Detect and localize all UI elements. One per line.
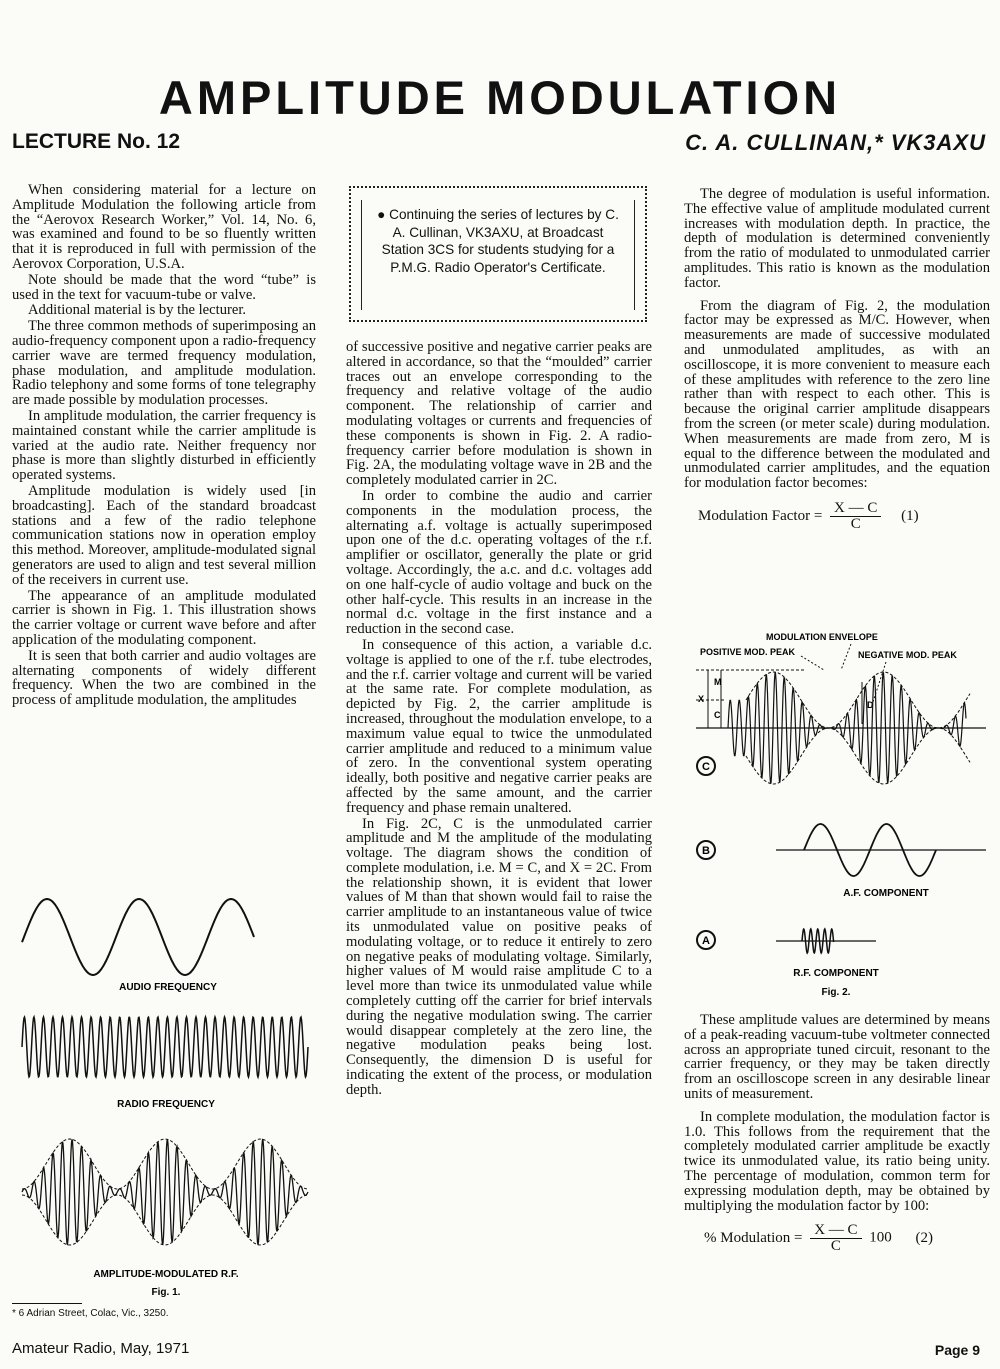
paragraph: The appearance of an amplitude modulated carrier is shown in Fig. 1. This illustration shows the carrier voltage or current wave before and after application of the modulating component.: [12, 587, 316, 648]
equation-1-lhs: Modulation Factor =: [698, 507, 823, 524]
marker-a-text: A: [702, 935, 710, 947]
marker-c-text: C: [702, 761, 710, 773]
paragraph: In amplitude modulation, the carrier frequency is maintained constant while the carrier amplitude is varied at the audio rate. Neither frequency nor phase is more than slightly disturbed in efficiently operated systems.: [12, 407, 316, 484]
author-byline: C. A. CULLINAN,* VK3AXU: [685, 130, 986, 155]
column-2: [346, 340, 652, 1099]
equation-2: [684, 1223, 990, 1254]
series-note-text: Continuing the series of lectures by C. A. Cullinan, VK3AXU, at Broadcast Station 3CS for students studying for a P.M.G. Radio Operator's Certificate.: [381, 207, 619, 275]
paragraph: These amplitude values are determined by means of a peak-reading vacuum-tube voltmeter connected across an appropriate tuned circuit, resonant to the carrier frequency, or they may be taken directly from an oscilloscope screen in any desirable linear units of measurement.: [684, 1012, 990, 1102]
am-rf-wave: [22, 1139, 308, 1244]
equation-1-numerator: X — C: [830, 501, 881, 517]
column-1: [12, 183, 316, 709]
rf-component-label: R.F. COMPONENT: [793, 968, 879, 979]
equation-1-denominator: C: [850, 515, 861, 532]
footnote: * 6 Adrian Street, Colac, Vic., 3250.: [12, 1308, 169, 1319]
x-label: X: [698, 694, 705, 704]
equation-2-denominator: C: [830, 1238, 841, 1255]
series-note-box: [349, 186, 647, 322]
c-label: C: [714, 710, 721, 720]
equation-1-fraction: [830, 501, 881, 532]
negative-mod-peak-label: NEGATIVE MOD. PEAK: [858, 650, 957, 660]
footer-page-number: Page 9: [934, 1342, 980, 1358]
paragraph: Note should be made that the word “tube” is used in the text for vacuum-tube or valve.: [12, 271, 316, 303]
positive-mod-peak-label: POSITIVE MOD. PEAK: [700, 647, 796, 657]
paragraph: The three common methods of superimposing an audio-frequency component upon a radio-frequency carrier wave are termed frequency modulation, phase modulation, and amplitude modulation. Radio telephony and some forms of tone telegraphy are made possible by modulation processes.: [12, 318, 316, 409]
equation-2-multiplier: 100: [869, 1230, 892, 1247]
equation-1-tag: (1): [901, 507, 919, 524]
fig-1-caption: Fig. 1.: [151, 1287, 181, 1298]
marker-b-text: B: [702, 845, 710, 857]
equation-2-lhs: % Modulation =: [704, 1230, 803, 1247]
equation-2-numerator: X — C: [810, 1223, 861, 1239]
paragraph: It is seen that both carrier and audio voltages are alternating components of widely different frequency. When the two are combined in the process of amplitude modulation, the amplitudes: [12, 647, 316, 709]
equation-2-tag: (2): [915, 1230, 934, 1247]
bullet: ●: [377, 207, 390, 222]
column-3: [684, 187, 990, 532]
fig-1-diagram: [14, 892, 314, 1302]
audio-frequency-label: AUDIO FREQUENCY: [119, 982, 217, 993]
paragraph: From the diagram of Fig. 2, the modulation factor may be expressed as M/C. However, when measurements are made of successive modulated and unmodulated amplitudes, as with an oscilloscope, it is more convenient to measure each of these amplitudes with reference to the zero line rather than with respect to each other. This is because the original carrier amplitude disappears from the screen (or meter scale) during modulation. When measurements are made from zero, M is equal to the difference between the modulated and unmodulated carrier amplitudes, and the equation for modulation factor becomes:: [684, 297, 990, 492]
paragraph: In complete modulation, the modulation factor is 1.0. This follows from the requirement that the completely modulated carrier amplitude be exactly twice its unmodulated value, its ratio being unity. The percentage of modulation, common term for expressing modulation depth, may be obtained by multiplying the modulation factor by 100:: [684, 1108, 990, 1214]
paragraph: In consequence of this action, a variable d.c. voltage is applied to one of the r.f. tube electrodes, and the r.f. carrier voltage and current will be varied at the same rate. For complete modulation, as depicted by Fig. 2, the carrier amplitude is increased, throughout the modulation envelope, to a maximum value equal to twice the unmodulated carrier amplitude and reduced to a minimum value of zero. In the conventional system operating ideally, both positive and negative carrier peaks are affected by the same amount, and the carrier frequency and phase remain unaltered.: [346, 636, 652, 816]
paragraph: In Fig. 2C, C is the unmodulated carrier amplitude and M the amplitude of the modulating voltage. The diagram shows the condition of complete modulation, i.e. M = C, and X = 2C. From the relationship shown, it is evident that lower values of M than that shown would fail to raise the carrier amplitude to an instantaneous value of twice its unmodulated value on positive peaks of modulating voltage, or to reduce it entirely to zero on negative peaks of modulating voltage. Similarly, higher values of M would raise amplitude C to a level more than twice its unmodulated value while completely cutting off the carrier for brief intervals during the negative modulation swing. The carrier would disappear completely at the zero line, the negative modulation peaks being lost. Consequently, the dimension D is useful for indicating the extent of the process, or modulation depth.: [346, 815, 652, 1098]
fig-2-caption: Fig. 2.: [821, 987, 851, 998]
radio-frequency-wave: [22, 1017, 308, 1077]
paragraph: In order to combine the audio and carrier components in the modulation process, the alternating a.f. voltage is actually superimposed upon one of the d.c. operating voltages of the r.f. amplifier or oscillator, generally the plate or grid voltage. Accordingly, the a.c. and d.c. voltages add on one half-cycle of audio voltage and buck on the other half-cycle. This results in an increase in the normal d.c. voltage in the first instance and a reduction in the second case.: [346, 487, 652, 638]
radio-frequency-label: RADIO FREQUENCY: [117, 1099, 215, 1110]
equation-1: [684, 501, 990, 532]
column-3-continued: [684, 1013, 990, 1254]
equation-2-fraction: [810, 1223, 861, 1254]
paragraph: The degree of modulation is useful information. The effective value of amplitude modulated current increases with modulation depth. In practice, the depth of modulation is determined conveniently from the ratio of modulated to unmodulated carrier amplitudes. This ratio is known as the modulation factor.: [684, 186, 990, 291]
fig-2-diagram: [686, 628, 992, 1000]
paragraph: Amplitude modulation is widely used [in broadcasting]. Each of the standard broadcast stations and a few of the radio telephone communication stations now in operation employ this method. Moreover, amplitude-modulated signal generators are used to align and test several million of the receivers in current use.: [12, 482, 316, 588]
page-title: AMPLITUDE MODULATION: [158, 71, 842, 124]
paragraph: Additional material is by the lecturer.: [28, 302, 247, 319]
modulation-envelope-label: MODULATION ENVELOPE: [766, 632, 878, 642]
footer-publication: Amateur Radio, May, 1971: [12, 1340, 190, 1357]
am-rf-label: AMPLITUDE-MODULATED R.F.: [93, 1269, 239, 1280]
m-label: M: [714, 677, 722, 687]
lecture-number: LECTURE No. 12: [12, 130, 181, 153]
audio-frequency-wave: [22, 899, 254, 975]
d-label: D: [867, 700, 874, 710]
footnote-rule: [12, 1303, 82, 1304]
paragraph: of successive positive and negative carrier peaks are altered in accordance, so that the “moulded” carrier traces out an envelope corresponding to the frequency and relative voltage of the audio component. The relationship of carrier and modulating voltages or currents and frequencies of these components is shown in Fig. 2. A radio-frequency carrier before modulation is shown in Fig. 2A, the modulating voltage wave in 2B and the completely modulated carrier in 2C.: [346, 339, 652, 489]
paragraph: When considering material for a lecture on Amplitude Modulation the following article from the “Aerovox Research Worker,” Vol. 14, No. 6, was examined and found to be so fluently written that it is reproduced in full with permission of the Aerovox Corporation, U.S.A.: [12, 182, 316, 272]
af-component-label: A.F. COMPONENT: [843, 888, 929, 899]
